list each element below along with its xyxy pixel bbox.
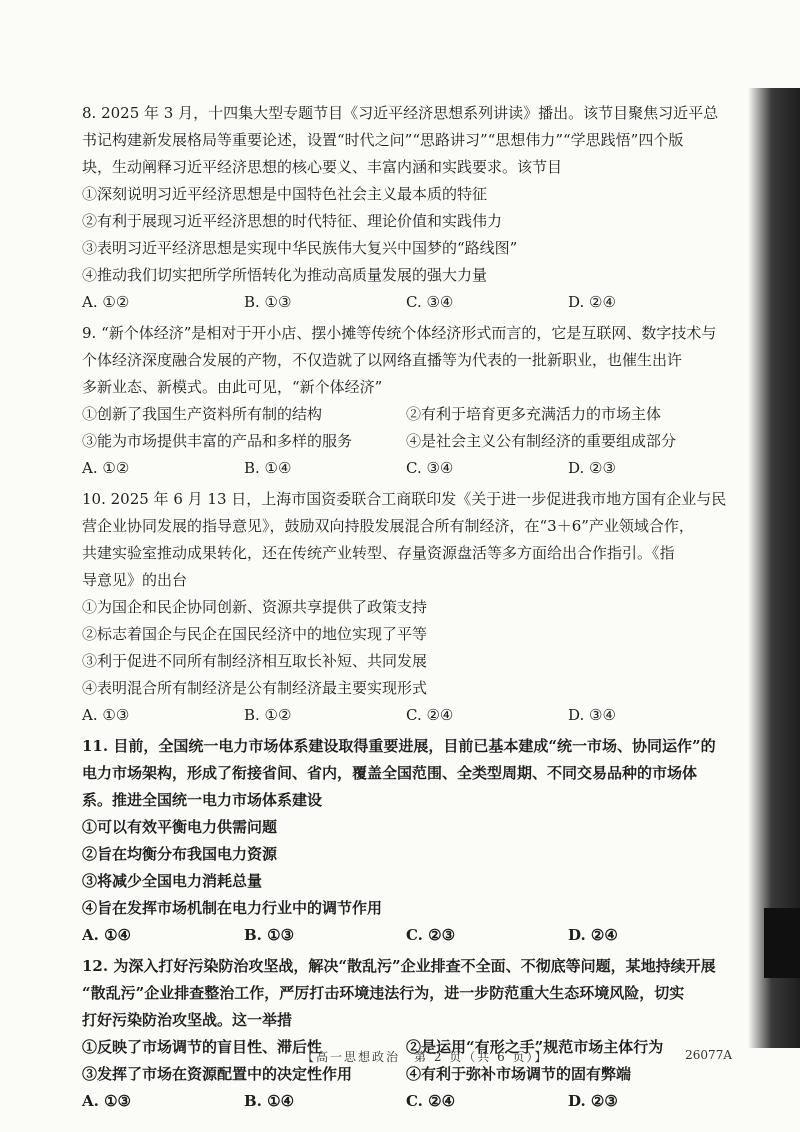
option-d: D. ②③ — [568, 1092, 618, 1110]
question-line: 9. “新个体经济”是相对于开小店、摆小摊等传统个体经济形式而言的，它是互联网、数字技术与 — [82, 324, 717, 342]
statement: ②旨在均衡分布我国电力资源 — [82, 845, 278, 863]
answer-options — [82, 289, 730, 316]
statement: ①深刻说明习近平经济思想是中国特色社会主义最本质的特征 — [82, 185, 488, 203]
option-b: B. ①④ — [244, 1092, 295, 1110]
option-a: A. ①③ — [82, 706, 130, 724]
statement-pair — [82, 401, 730, 428]
option-d: D. ③④ — [568, 706, 616, 724]
statement: ②有利于培育更多充满活力的市场主体 — [406, 405, 662, 423]
statement: ④是社会主义公有制经济的重要组成部分 — [406, 432, 677, 450]
question-line: 块，生动阐释习近平经济思想的核心要义、丰富内涵和实践要求。该节目 — [82, 158, 563, 176]
option-a: A. ①③ — [82, 1092, 131, 1110]
question-11 — [82, 733, 730, 949]
answer-options — [82, 702, 730, 729]
statement: ③表明习近平经济思想是实现中华民族伟大复兴中国梦的“路线图” — [82, 239, 518, 257]
question-line: 电力市场架构，形成了衔接省间、省内，覆盖全国范围、全类型周期、不同交易品种的市场体 — [82, 764, 698, 782]
option-c: C. ②③ — [406, 926, 456, 944]
statement: ③利于促进不同所有制经济相互取长补短、共同发展 — [82, 652, 428, 670]
question-line: 11. 目前，全国统一电力市场体系建设取得重要进展，目前已基本建成“统一市场、协同运作”的 — [82, 737, 716, 755]
option-c: C. ②④ — [406, 1092, 456, 1110]
answer-options — [82, 1088, 730, 1115]
question-line: “散乱污”企业排查整治工作，严厉打击环境违法行为，进一步防范重大生态环境风险，切实 — [82, 984, 685, 1002]
option-d: D. ②④ — [568, 293, 616, 311]
option-b: B. ①② — [244, 706, 292, 724]
option-b: B. ①③ — [244, 926, 295, 944]
question-line: 8. 2025 年 3 月，十四集大型专题节目《习近平经济思想系列讲读》播出。该节目聚焦习近平总 — [82, 104, 719, 122]
exam-sheet — [82, 100, 730, 1119]
option-d: D. ②④ — [568, 926, 618, 944]
page-label: 【高一思想政治 第 2 页（共 6 页）】 — [302, 1050, 549, 1064]
option-b: B. ①③ — [244, 293, 292, 311]
statement: ①可以有效平衡电力供需问题 — [82, 818, 278, 836]
option-c: C. ②④ — [406, 706, 454, 724]
statement: ④表明混合所有制经济是公有制经济最主要实现形式 — [82, 679, 428, 697]
option-b: B. ①④ — [244, 459, 292, 477]
question-line: 营企业协同发展的指导意见》，鼓励双向持股发展混合所有制经济，在“3＋6”产业领域合作， — [82, 517, 694, 535]
question-line: 个体经济深度融合发展的产物，不仅造就了以网络直播等为代表的一批新职业，也催生出许 — [82, 351, 683, 369]
question-line: 12. 为深入打好污染防治攻坚战，解决“散乱污”企业排查不全面、不彻底等问题，某地持续开展 — [82, 957, 716, 975]
statement: ②标志着国企与民企在国民经济中的地位实现了平等 — [82, 625, 428, 643]
answer-options — [82, 455, 730, 482]
statement: ①为国企和民企协同创新、资源共享提供了政策支持 — [82, 598, 428, 616]
question-line: 多新业态、新模式。由此可见，“新个体经济” — [82, 378, 383, 396]
question-line: 系。推进全国统一电力市场体系建设 — [82, 791, 323, 809]
statement: ③发挥了市场在资源配置中的决定性作用 — [82, 1065, 353, 1083]
statement: ③能为市场提供丰富的产品和多样的服务 — [82, 432, 353, 450]
option-a: A. ①② — [82, 293, 130, 311]
statement: ④推动我们切实把所学所悟转化为推动高质量发展的强大力量 — [82, 266, 488, 284]
statement: ①创新了我国生产资料所有制的结构 — [82, 405, 323, 423]
page-edge-shadow — [748, 88, 800, 1048]
option-d: D. ②③ — [568, 459, 616, 477]
page-footer — [82, 1048, 732, 1068]
question-line: 10. 2025 年 6 月 13 日，上海市国资委联合工商联印发《关于进一步促进我市地方国有企业与民 — [82, 490, 727, 508]
question-10 — [82, 486, 730, 729]
question-line: 打好污染防治攻坚战。这一举措 — [82, 1011, 293, 1029]
statement-pair — [82, 428, 730, 455]
question-12 — [82, 953, 730, 1115]
exam-code: 26077A — [685, 1048, 732, 1062]
statement: ④旨在发挥市场机制在电力行业中的调节作用 — [82, 899, 383, 917]
statement: ②有利于展现习近平经济思想的时代特征、理论价值和实践伟力 — [82, 212, 503, 230]
statement: ②是运用“有形之手”规范市场主体行为 — [406, 1038, 664, 1056]
option-c: C. ③④ — [406, 293, 454, 311]
answer-options — [82, 922, 730, 949]
question-9 — [82, 320, 730, 482]
statement: ③将减少全国电力消耗总量 — [82, 872, 263, 890]
question-line: 书记构建新发展格局等重要论述，设置“时代之问”“思路讲习”“思想伟力”“学思践悟”四个版 — [82, 131, 684, 149]
statement: ①反映了市场调节的盲目性、滞后性 — [82, 1038, 323, 1056]
option-c: C. ③④ — [406, 459, 454, 477]
question-8 — [82, 100, 730, 316]
option-a: A. ①② — [82, 459, 130, 477]
option-a: A. ①④ — [82, 926, 131, 944]
question-line: 共建实验室推动成果转化，还在传统产业转型、存量资源盘活等多方面给出合作指引。《指 — [82, 544, 675, 562]
statement: ④有利于弥补市场调节的固有弊端 — [406, 1065, 632, 1083]
question-line: 导意见》的出台 — [82, 571, 188, 589]
